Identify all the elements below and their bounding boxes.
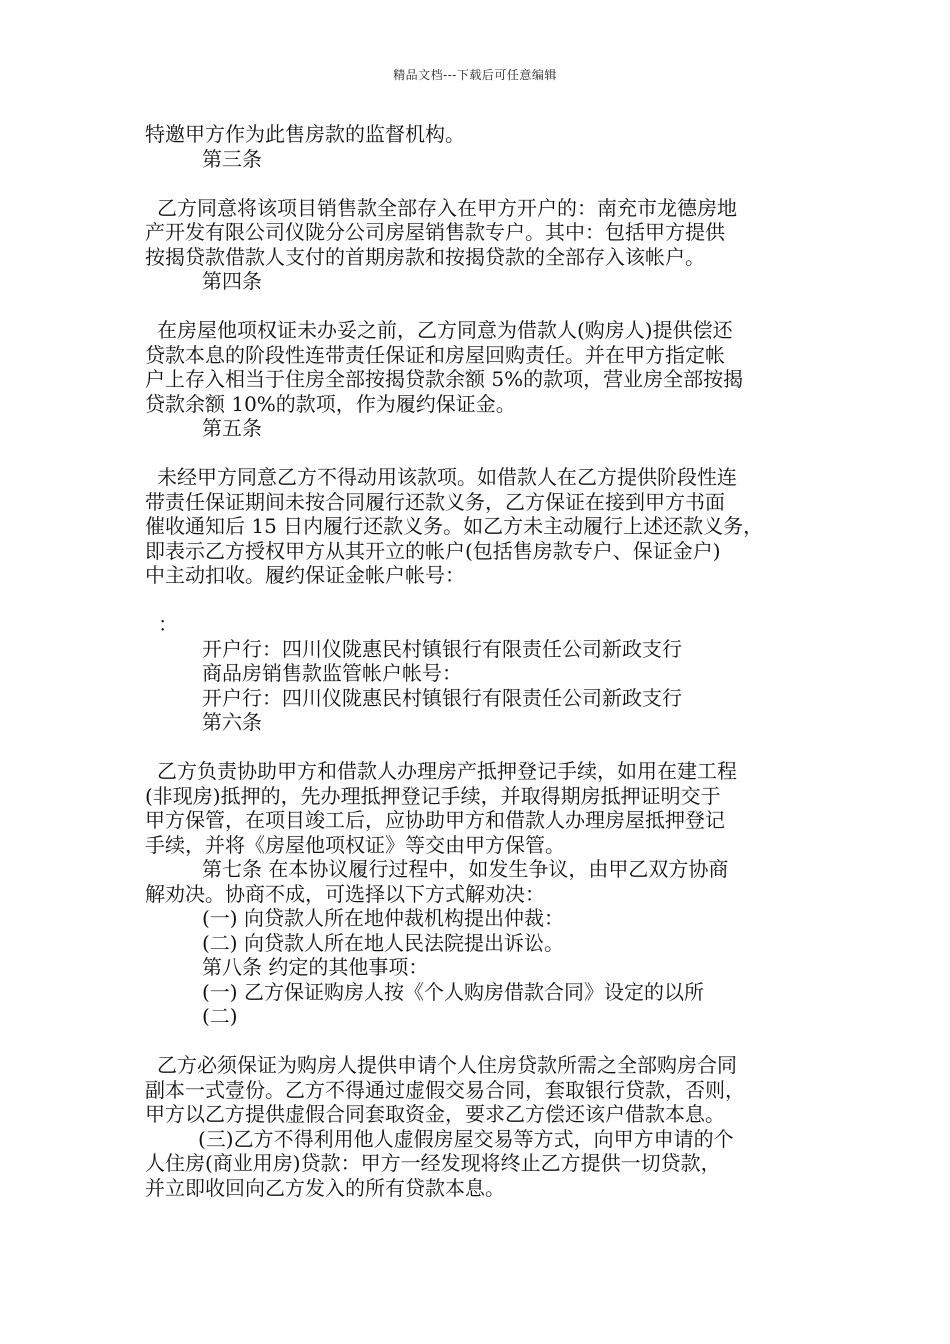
text-line: 手续，并将《房屋他项权证》等交由甲方保管。 xyxy=(145,832,565,857)
text-line: 户上存入相当于住房全部按揭贷款余额 5%的款项，营业房全部按揭 xyxy=(145,367,744,391)
blank-line xyxy=(145,588,810,613)
article-heading: 第三条 xyxy=(202,146,262,171)
article-heading: 第七条 在本协议履行过程中，如发生争议，由甲乙双方协商 xyxy=(202,857,729,881)
blank-line xyxy=(145,1029,810,1054)
text-line: 人住房(商业用房)贷款：甲方一经发现将终止乙方提供一切贷款， xyxy=(145,1151,721,1175)
text-line: 商品房销售款监管帐户帐号： xyxy=(202,661,462,685)
blank-line xyxy=(145,735,810,760)
text-line: 贷款余额 10%的款项，作为履约保证金。 xyxy=(145,391,516,416)
text-line: 解劝决。协商不成，可选择以下方式解劝决： xyxy=(145,881,545,906)
text-line: 乙方负责协助甲方和借款人办理房产抵押登记手续，如用在建工程 xyxy=(157,759,737,783)
list-item: (二) 向贷款人所在地人民法院提出诉讼。 xyxy=(202,930,564,955)
text-line: (非现房)抵押的，先办理抵押登记手续，并取得期房抵押证明交于 xyxy=(145,783,721,808)
blank-line xyxy=(145,441,810,466)
article-heading: 第八条 约定的其他事项： xyxy=(202,955,429,979)
text-line: 在房屋他项权证未办妥之前，乙方同意为借款人(购房人)提供偿还 xyxy=(157,318,733,342)
text-line: ： xyxy=(158,612,178,636)
text-line: 贷款本息的阶段性连带责任保证和房屋回购责任。并在甲方指定帐 xyxy=(145,342,725,367)
article-heading: 第四条 xyxy=(202,269,262,293)
list-item: (一) 向贷款人所在地仲裁机构提出仲裁： xyxy=(202,906,564,930)
blank-line xyxy=(145,294,810,319)
text-line: 开户行：四川仪陇惠民村镇银行有限责任公司新政支行 xyxy=(202,636,682,661)
text-line: 副本一式壹份。乙方不得通过虚假交易合同，套取银行贷款，否则， xyxy=(145,1077,745,1102)
list-item: (三)乙方不得利用他人虚假房屋交易等方式，向甲方申请的个 xyxy=(198,1126,734,1151)
text-line: 特邀甲方作为此售房款的监督机构。 xyxy=(145,122,465,146)
text-line: 开户行：四川仪陇惠民村镇银行有限责任公司新政支行 xyxy=(202,685,682,710)
text-line: 未经甲方同意乙方不得动用该款项。如借款人在乙方提供阶段性连 xyxy=(157,465,737,489)
text-line: 带责任保证期间未按合同履行还款义务，乙方保证在接到甲方书面 xyxy=(145,489,725,514)
text-line: 甲方保管，在项目竣工后，应协助甲方和借款人办理房屋抵押登记 xyxy=(145,808,725,832)
text-line: 乙方必须保证为购房人提供申请个人住房贷款所需之全部购房合同 xyxy=(157,1053,737,1077)
article-heading: 第五条 xyxy=(202,416,262,440)
blank-line xyxy=(145,171,810,196)
text-line: 并立即收回向乙方发入的所有贷款本息。 xyxy=(145,1175,505,1200)
page-header: 精品文档---下载后可任意编辑 xyxy=(393,68,557,82)
text-line: 催收通知后 15 日内履行还款义务。如乙方未主动履行上述还款义务， xyxy=(145,514,764,538)
text-line: 按揭贷款借款人支付的首期房款和按揭贷款的全部存入该帐户。 xyxy=(145,244,705,269)
document-body xyxy=(145,122,810,1200)
text-line: 产开发有限公司仪陇分公司房屋销售款专户。其中：包括甲方提供 xyxy=(145,220,725,244)
text-line: 中主动扣收。履约保证金帐户帐号： xyxy=(145,563,465,587)
text-line: 甲方以乙方提供虚假合同套取资金，要求乙方偿还该户借款本息。 xyxy=(145,1102,725,1126)
article-heading: 第六条 xyxy=(202,710,262,734)
text-line: 即表示乙方授权甲方从其开立的帐户(包括售房款专户、保证金户) xyxy=(145,538,721,563)
list-item: (二) xyxy=(202,1004,238,1028)
text-line: 乙方同意将该项目销售款全部存入在甲方开户的：南充市龙德房地 xyxy=(157,195,737,220)
list-item: (一) 乙方保证购房人按《个人购房借款合同》设定的以所 xyxy=(202,979,704,1004)
